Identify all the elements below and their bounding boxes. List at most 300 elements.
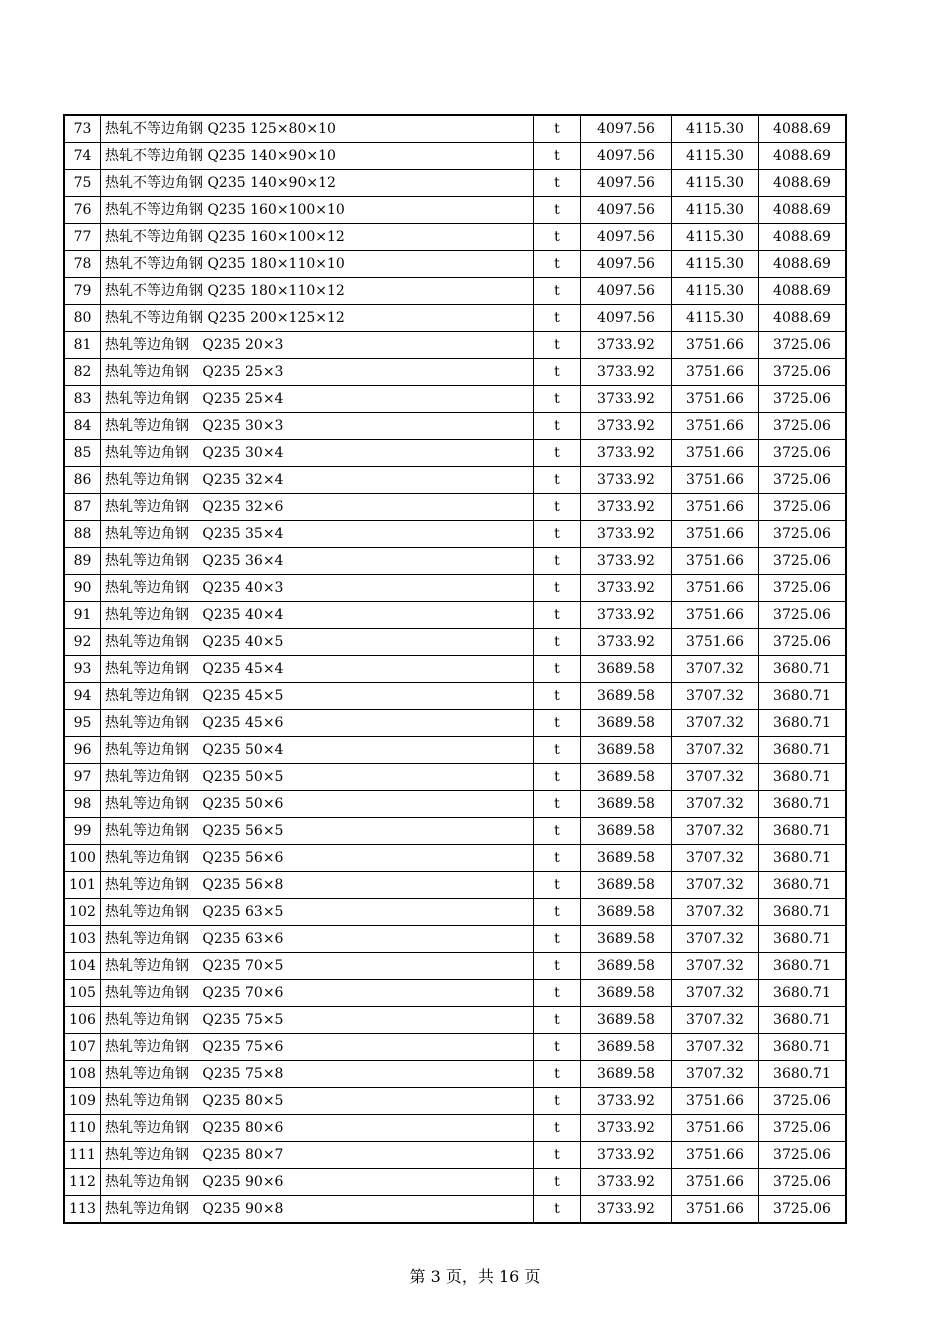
price-3-cell: 3680.71 [759, 926, 847, 953]
item-name-cell [101, 332, 534, 359]
price-1-cell: 3733.92 [581, 548, 672, 575]
item-name-cell [101, 548, 534, 575]
unit-cell: t [534, 386, 581, 413]
table-row [64, 872, 846, 899]
unit-cell: t [534, 440, 581, 467]
price-1-cell: 3733.92 [581, 1196, 672, 1224]
row-number-cell: 100 [64, 845, 101, 872]
unit-cell: t [534, 575, 581, 602]
price-1-cell: 3689.58 [581, 1061, 672, 1088]
price-1-cell: 3689.58 [581, 656, 672, 683]
item-name-text: 热轧不等边角钢 Q235 200×125×12 [105, 310, 345, 326]
item-name-cell [101, 197, 534, 224]
item-name-cell [101, 359, 534, 386]
item-name-text: 热轧不等边角钢 Q235 125×80×10 [105, 121, 336, 137]
item-name-cell [101, 656, 534, 683]
unit-cell: t [534, 656, 581, 683]
item-name-text: 热轧等边角钢 Q235 32×4 [105, 472, 284, 488]
row-number-cell: 93 [64, 656, 101, 683]
unit-cell: t [534, 170, 581, 197]
price-1-cell: 3733.92 [581, 1088, 672, 1115]
price-1-cell: 3733.92 [581, 359, 672, 386]
row-number-cell: 97 [64, 764, 101, 791]
row-number-cell: 81 [64, 332, 101, 359]
price-1-cell: 3733.92 [581, 602, 672, 629]
unit-cell: t [534, 737, 581, 764]
item-name-cell [101, 872, 534, 899]
price-2-cell: 3751.66 [672, 1169, 759, 1196]
price-1-cell: 4097.56 [581, 251, 672, 278]
table-row [64, 494, 846, 521]
item-name-cell [101, 629, 534, 656]
item-name-text: 热轧等边角钢 Q235 32×6 [105, 499, 284, 515]
table-row [64, 1115, 846, 1142]
table-row [64, 413, 846, 440]
price-2-cell: 3707.32 [672, 1061, 759, 1088]
table-row [64, 764, 846, 791]
price-3-cell: 3725.06 [759, 413, 847, 440]
row-number-cell: 101 [64, 872, 101, 899]
table-row [64, 386, 846, 413]
price-3-cell: 4088.69 [759, 143, 847, 170]
item-name-text: 热轧等边角钢 Q235 40×3 [105, 580, 284, 596]
price-3-cell: 3680.71 [759, 872, 847, 899]
item-name-cell [101, 494, 534, 521]
table-row [64, 1007, 846, 1034]
price-3-cell: 3680.71 [759, 953, 847, 980]
price-3-cell: 3680.71 [759, 656, 847, 683]
item-name-text: 热轧等边角钢 Q235 30×4 [105, 445, 284, 461]
row-number-cell: 110 [64, 1115, 101, 1142]
table-row [64, 1034, 846, 1061]
price-1-cell: 3733.92 [581, 494, 672, 521]
price-3-cell: 4088.69 [759, 278, 847, 305]
unit-cell: t [534, 845, 581, 872]
price-3-cell: 3725.06 [759, 359, 847, 386]
row-number-cell: 105 [64, 980, 101, 1007]
unit-cell: t [534, 359, 581, 386]
price-table [63, 114, 847, 1224]
price-3-cell: 3725.06 [759, 1196, 847, 1224]
price-2-cell: 3751.66 [672, 467, 759, 494]
item-name-text: 热轧等边角钢 Q235 40×5 [105, 634, 284, 650]
item-name-cell [101, 791, 534, 818]
unit-cell: t [534, 791, 581, 818]
price-3-cell: 3725.06 [759, 548, 847, 575]
row-number-cell: 91 [64, 602, 101, 629]
price-1-cell: 3733.92 [581, 440, 672, 467]
price-3-cell: 3725.06 [759, 332, 847, 359]
price-2-cell: 4115.30 [672, 115, 759, 143]
row-number-cell: 96 [64, 737, 101, 764]
item-name-text: 热轧等边角钢 Q235 75×5 [105, 1012, 284, 1028]
item-name-cell [101, 305, 534, 332]
price-2-cell: 3751.66 [672, 386, 759, 413]
price-1-cell: 3733.92 [581, 413, 672, 440]
price-3-cell: 4088.69 [759, 305, 847, 332]
price-2-cell: 3751.66 [672, 602, 759, 629]
unit-cell: t [534, 899, 581, 926]
price-1-cell: 3689.58 [581, 899, 672, 926]
price-2-cell: 3707.32 [672, 926, 759, 953]
item-name-text: 热轧等边角钢 Q235 56×5 [105, 823, 284, 839]
row-number-cell: 79 [64, 278, 101, 305]
item-name-cell [101, 737, 534, 764]
item-name-cell [101, 683, 534, 710]
item-name-cell [101, 1034, 534, 1061]
price-3-cell: 4088.69 [759, 115, 847, 143]
unit-cell: t [534, 980, 581, 1007]
item-name-cell [101, 413, 534, 440]
unit-cell: t [534, 872, 581, 899]
price-1-cell: 3733.92 [581, 521, 672, 548]
price-1-cell: 3689.58 [581, 683, 672, 710]
price-2-cell: 3707.32 [672, 764, 759, 791]
price-3-cell: 3680.71 [759, 791, 847, 818]
price-3-cell: 3680.71 [759, 737, 847, 764]
price-1-cell: 3689.58 [581, 926, 672, 953]
table-row [64, 602, 846, 629]
item-name-text: 热轧等边角钢 Q235 30×3 [105, 418, 284, 434]
price-2-cell: 3751.66 [672, 629, 759, 656]
price-3-cell: 3680.71 [759, 980, 847, 1007]
price-2-cell: 4115.30 [672, 251, 759, 278]
row-number-cell: 90 [64, 575, 101, 602]
price-1-cell: 4097.56 [581, 278, 672, 305]
unit-cell: t [534, 413, 581, 440]
price-2-cell: 3707.32 [672, 737, 759, 764]
item-name-text: 热轧等边角钢 Q235 63×6 [105, 931, 284, 947]
price-2-cell: 3751.66 [672, 521, 759, 548]
price-1-cell: 3733.92 [581, 575, 672, 602]
table-row [64, 953, 846, 980]
table-row [64, 305, 846, 332]
row-number-cell: 75 [64, 170, 101, 197]
item-name-cell [101, 980, 534, 1007]
price-1-cell: 3689.58 [581, 953, 672, 980]
item-name-cell [101, 575, 534, 602]
price-2-cell: 3707.32 [672, 1034, 759, 1061]
item-name-cell [101, 1088, 534, 1115]
price-1-cell: 3689.58 [581, 980, 672, 1007]
price-2-cell: 4115.30 [672, 224, 759, 251]
row-number-cell: 107 [64, 1034, 101, 1061]
item-name-text: 热轧等边角钢 Q235 75×6 [105, 1039, 284, 1055]
row-number-cell: 106 [64, 1007, 101, 1034]
table-row [64, 197, 846, 224]
item-name-text: 热轧等边角钢 Q235 36×4 [105, 553, 284, 569]
table-row [64, 251, 846, 278]
table-row [64, 1169, 846, 1196]
item-name-cell [101, 926, 534, 953]
price-1-cell: 3689.58 [581, 1034, 672, 1061]
price-2-cell: 3707.32 [672, 1007, 759, 1034]
item-name-cell [101, 845, 534, 872]
item-name-cell [101, 224, 534, 251]
unit-cell: t [534, 197, 581, 224]
item-name-text: 热轧等边角钢 Q235 25×4 [105, 391, 284, 407]
price-3-cell: 3725.06 [759, 440, 847, 467]
table-row [64, 521, 846, 548]
row-number-cell: 108 [64, 1061, 101, 1088]
item-name-cell [101, 953, 534, 980]
price-3-cell: 3680.71 [759, 1061, 847, 1088]
price-2-cell: 3751.66 [672, 332, 759, 359]
table-row [64, 791, 846, 818]
unit-cell: t [534, 521, 581, 548]
item-name-text: 热轧等边角钢 Q235 45×6 [105, 715, 284, 731]
price-2-cell: 3707.32 [672, 683, 759, 710]
unit-cell: t [534, 332, 581, 359]
price-3-cell: 3725.06 [759, 1115, 847, 1142]
price-1-cell: 3689.58 [581, 1007, 672, 1034]
row-number-cell: 83 [64, 386, 101, 413]
unit-cell: t [534, 548, 581, 575]
item-name-text: 热轧等边角钢 Q235 50×5 [105, 769, 284, 785]
item-name-cell [101, 170, 534, 197]
table-row [64, 467, 846, 494]
item-name-cell [101, 1007, 534, 1034]
item-name-text: 热轧等边角钢 Q235 70×6 [105, 985, 284, 1001]
price-2-cell: 3751.66 [672, 440, 759, 467]
price-2-cell: 3707.32 [672, 656, 759, 683]
price-1-cell: 3689.58 [581, 737, 672, 764]
item-name-cell [101, 467, 534, 494]
price-3-cell: 4088.69 [759, 170, 847, 197]
table-row [64, 143, 846, 170]
price-3-cell: 4088.69 [759, 197, 847, 224]
table-row [64, 1142, 846, 1169]
price-3-cell: 3725.06 [759, 467, 847, 494]
price-1-cell: 3733.92 [581, 629, 672, 656]
item-name-cell [101, 899, 534, 926]
row-number-cell: 74 [64, 143, 101, 170]
price-3-cell: 3680.71 [759, 764, 847, 791]
item-name-text: 热轧等边角钢 Q235 40×4 [105, 607, 284, 623]
price-3-cell: 4088.69 [759, 224, 847, 251]
price-2-cell: 3751.66 [672, 1142, 759, 1169]
item-name-text: 热轧不等边角钢 Q235 180×110×10 [105, 256, 345, 272]
price-2-cell: 3707.32 [672, 899, 759, 926]
price-2-cell: 3751.66 [672, 1196, 759, 1224]
item-name-text: 热轧等边角钢 Q235 90×8 [105, 1201, 284, 1217]
unit-cell: t [534, 467, 581, 494]
price-1-cell: 3689.58 [581, 791, 672, 818]
item-name-text: 热轧不等边角钢 Q235 140×90×12 [105, 175, 336, 191]
unit-cell: t [534, 926, 581, 953]
item-name-text: 热轧等边角钢 Q235 56×6 [105, 850, 284, 866]
unit-cell: t [534, 1088, 581, 1115]
item-name-text: 热轧不等边角钢 Q235 140×90×10 [105, 148, 336, 164]
price-1-cell: 4097.56 [581, 115, 672, 143]
item-name-text: 热轧等边角钢 Q235 63×5 [105, 904, 284, 920]
price-3-cell: 3725.06 [759, 1088, 847, 1115]
unit-cell: t [534, 494, 581, 521]
price-1-cell: 3689.58 [581, 872, 672, 899]
item-name-cell [101, 115, 534, 143]
row-number-cell: 78 [64, 251, 101, 278]
item-name-text: 热轧等边角钢 Q235 45×5 [105, 688, 284, 704]
price-3-cell: 3680.71 [759, 818, 847, 845]
unit-cell: t [534, 764, 581, 791]
row-number-cell: 94 [64, 683, 101, 710]
row-number-cell: 104 [64, 953, 101, 980]
row-number-cell: 109 [64, 1088, 101, 1115]
unit-cell: t [534, 251, 581, 278]
item-name-text: 热轧等边角钢 Q235 80×6 [105, 1120, 284, 1136]
item-name-cell [101, 521, 534, 548]
table-row [64, 899, 846, 926]
price-2-cell: 3751.66 [672, 548, 759, 575]
price-1-cell: 3733.92 [581, 1142, 672, 1169]
row-number-cell: 95 [64, 710, 101, 737]
price-2-cell: 3751.66 [672, 575, 759, 602]
price-3-cell: 3725.06 [759, 629, 847, 656]
row-number-cell: 77 [64, 224, 101, 251]
row-number-cell: 102 [64, 899, 101, 926]
unit-cell: t [534, 1007, 581, 1034]
item-name-cell [101, 818, 534, 845]
unit-cell: t [534, 1061, 581, 1088]
item-name-text: 热轧等边角钢 Q235 56×8 [105, 877, 284, 893]
price-2-cell: 3707.32 [672, 980, 759, 1007]
item-name-cell [101, 1142, 534, 1169]
row-number-cell: 73 [64, 115, 101, 143]
item-name-cell [101, 143, 534, 170]
price-2-cell: 3707.32 [672, 872, 759, 899]
row-number-cell: 86 [64, 467, 101, 494]
unit-cell: t [534, 953, 581, 980]
price-1-cell: 3689.58 [581, 818, 672, 845]
price-2-cell: 3707.32 [672, 710, 759, 737]
table-row [64, 656, 846, 683]
item-name-text: 热轧等边角钢 Q235 75×8 [105, 1066, 284, 1082]
unit-cell: t [534, 305, 581, 332]
unit-cell: t [534, 224, 581, 251]
price-2-cell: 3707.32 [672, 818, 759, 845]
table-row [64, 818, 846, 845]
table-row [64, 548, 846, 575]
price-1-cell: 3733.92 [581, 332, 672, 359]
unit-cell: t [534, 1115, 581, 1142]
unit-cell: t [534, 629, 581, 656]
row-number-cell: 113 [64, 1196, 101, 1224]
row-number-cell: 82 [64, 359, 101, 386]
row-number-cell: 87 [64, 494, 101, 521]
table-row [64, 278, 846, 305]
item-name-text: 热轧不等边角钢 Q235 160×100×12 [105, 229, 345, 245]
price-3-cell: 3680.71 [759, 1007, 847, 1034]
price-3-cell: 3725.06 [759, 1142, 847, 1169]
price-1-cell: 3733.92 [581, 1115, 672, 1142]
price-3-cell: 3680.71 [759, 845, 847, 872]
row-number-cell: 111 [64, 1142, 101, 1169]
price-2-cell: 3751.66 [672, 1115, 759, 1142]
table-row [64, 1196, 846, 1224]
item-name-text: 热轧等边角钢 Q235 45×4 [105, 661, 284, 677]
item-name-cell [101, 1061, 534, 1088]
table-row [64, 224, 846, 251]
item-name-cell [101, 278, 534, 305]
unit-cell: t [534, 1034, 581, 1061]
price-1-cell: 4097.56 [581, 143, 672, 170]
price-1-cell: 3689.58 [581, 710, 672, 737]
item-name-text: 热轧等边角钢 Q235 20×3 [105, 337, 284, 353]
price-2-cell: 3751.66 [672, 494, 759, 521]
row-number-cell: 88 [64, 521, 101, 548]
unit-cell: t [534, 278, 581, 305]
table-row [64, 1061, 846, 1088]
item-name-text: 热轧等边角钢 Q235 90×6 [105, 1174, 284, 1190]
table-row [64, 359, 846, 386]
item-name-cell [101, 1196, 534, 1224]
price-3-cell: 3725.06 [759, 1169, 847, 1196]
table-row [64, 710, 846, 737]
price-3-cell: 3725.06 [759, 494, 847, 521]
price-2-cell: 3707.32 [672, 953, 759, 980]
price-3-cell: 3725.06 [759, 521, 847, 548]
item-name-cell [101, 764, 534, 791]
price-3-cell: 3725.06 [759, 602, 847, 629]
item-name-text: 热轧不等边角钢 Q235 160×100×10 [105, 202, 345, 218]
unit-cell: t [534, 1142, 581, 1169]
item-name-text: 热轧不等边角钢 Q235 180×110×12 [105, 283, 345, 299]
row-number-cell: 80 [64, 305, 101, 332]
price-2-cell: 3751.66 [672, 413, 759, 440]
table-row [64, 440, 846, 467]
row-number-cell: 89 [64, 548, 101, 575]
item-name-cell [101, 1115, 534, 1142]
unit-cell: t [534, 683, 581, 710]
price-3-cell: 3680.71 [759, 899, 847, 926]
item-name-text: 热轧等边角钢 Q235 25×3 [105, 364, 284, 380]
table-row [64, 926, 846, 953]
table-row [64, 683, 846, 710]
item-name-cell [101, 710, 534, 737]
price-1-cell: 4097.56 [581, 305, 672, 332]
price-2-cell: 3751.66 [672, 359, 759, 386]
item-name-cell [101, 1169, 534, 1196]
item-name-text: 热轧等边角钢 Q235 50×4 [105, 742, 284, 758]
unit-cell: t [534, 143, 581, 170]
price-3-cell: 4088.69 [759, 251, 847, 278]
unit-cell: t [534, 1196, 581, 1224]
item-name-text: 热轧等边角钢 Q235 80×5 [105, 1093, 284, 1109]
table-row [64, 629, 846, 656]
price-2-cell: 3707.32 [672, 845, 759, 872]
unit-cell: t [534, 115, 581, 143]
table-row [64, 115, 846, 143]
price-2-cell: 4115.30 [672, 278, 759, 305]
price-2-cell: 3751.66 [672, 1088, 759, 1115]
row-number-cell: 98 [64, 791, 101, 818]
price-table-body [64, 115, 846, 1223]
price-2-cell: 4115.30 [672, 170, 759, 197]
row-number-cell: 112 [64, 1169, 101, 1196]
price-3-cell: 3680.71 [759, 710, 847, 737]
unit-cell: t [534, 1169, 581, 1196]
item-name-cell [101, 251, 534, 278]
table-row [64, 845, 846, 872]
price-1-cell: 3733.92 [581, 467, 672, 494]
table-row [64, 170, 846, 197]
row-number-cell: 92 [64, 629, 101, 656]
price-3-cell: 3680.71 [759, 683, 847, 710]
row-number-cell: 76 [64, 197, 101, 224]
table-row [64, 980, 846, 1007]
unit-cell: t [534, 602, 581, 629]
unit-cell: t [534, 710, 581, 737]
